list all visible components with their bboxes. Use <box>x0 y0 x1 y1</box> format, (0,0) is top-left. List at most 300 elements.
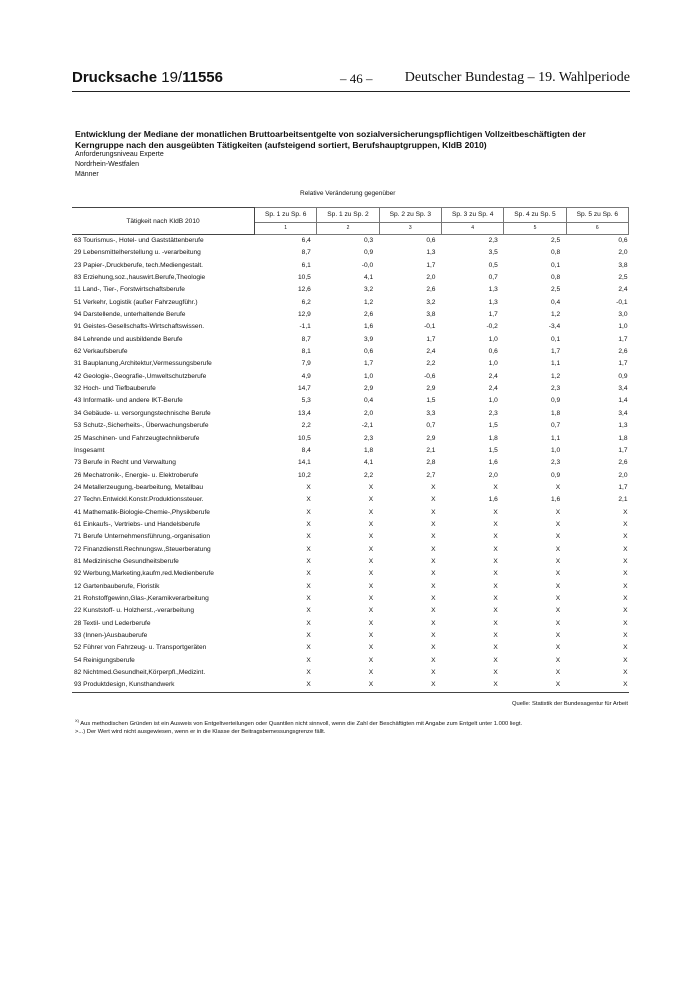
cell-value: 1,0 <box>488 335 498 343</box>
cell-value: -0,1 <box>616 298 628 306</box>
cell-value: X <box>306 681 311 689</box>
table-row <box>72 433 629 445</box>
cell-value: X <box>306 545 311 553</box>
row-label: 11 Land-, Tier-, Forstwirtschaftsberufe <box>74 286 185 294</box>
cell-value: 1,8 <box>618 434 628 442</box>
cell-value: X <box>555 594 561 602</box>
cell-value: X <box>306 582 311 590</box>
table-row <box>72 568 629 580</box>
cell-value: X <box>368 508 374 516</box>
table-row <box>72 667 629 679</box>
cell-value: 1,0 <box>488 360 498 368</box>
cell-value: X <box>368 557 374 565</box>
table-row <box>72 334 629 346</box>
column-number: 3 <box>379 222 441 234</box>
group-header: Relative Veränderung gegenüber <box>300 190 396 197</box>
table-row <box>72 383 629 395</box>
cell-value: X <box>431 594 436 602</box>
cell-value: X <box>493 669 498 677</box>
cell-value: X <box>623 619 628 627</box>
table-row <box>72 284 629 296</box>
cell-value: X <box>368 669 374 677</box>
cell-value: 0,8 <box>550 249 561 257</box>
cell-value: X <box>431 483 436 491</box>
cell-value: 1,7 <box>363 360 374 368</box>
cell-value: X <box>555 632 561 639</box>
cell-value: X <box>555 582 561 590</box>
table-row <box>72 247 629 259</box>
cell-value: 7,9 <box>301 360 311 368</box>
cell-value: X <box>493 644 498 652</box>
column-header: Sp. 5 zu Sp. 6 <box>566 208 628 223</box>
cell-value: 14,1 <box>297 459 311 467</box>
cell-value: 0,9 <box>618 372 628 380</box>
cell-value: 10,2 <box>297 471 311 479</box>
cell-value: X <box>368 607 374 615</box>
row-label: 29 Lebensmittelherstellung u. -verarbeitung <box>74 249 201 257</box>
cell-value: X <box>306 632 311 639</box>
cell-value: 2,3 <box>550 459 561 467</box>
cell-value: 2,4 <box>488 385 498 393</box>
cell-value: 1,1 <box>550 360 561 368</box>
cell-value: 0,6 <box>426 237 436 244</box>
cell-value: X <box>431 533 436 541</box>
cell-value: X <box>431 570 436 578</box>
row-label: 73 Berufe in Recht und Verwaltung <box>74 459 176 467</box>
cell-value: X <box>368 681 374 689</box>
cell-value: X <box>306 656 311 664</box>
cell-value: 0,1 <box>550 335 561 343</box>
row-label: 23 Papier-,Druckberufe, tech.Mediengestalt. <box>74 261 204 269</box>
cell-value: X <box>306 669 311 677</box>
cell-value: X <box>555 619 561 627</box>
cell-value: X <box>555 570 561 578</box>
row-label: 93 Produktdesign, Kunsthandwerk <box>74 681 175 689</box>
cell-value: 8,7 <box>301 249 311 257</box>
table-row <box>72 420 629 432</box>
column-header: Sp. 3 zu Sp. 4 <box>441 208 503 223</box>
table-row <box>72 309 629 321</box>
cell-value: X <box>555 669 561 677</box>
cell-value: 2,2 <box>426 360 436 368</box>
cell-value: 1,7 <box>550 348 561 356</box>
cell-value: 2,6 <box>363 311 374 319</box>
cell-value: X <box>368 483 374 491</box>
cell-value: X <box>623 681 628 689</box>
cell-value: X <box>368 570 374 578</box>
row-label: 62 Verkaufsberufe <box>74 348 128 356</box>
document-number: Drucksache 19/11556 <box>72 69 223 86</box>
table-row <box>72 507 629 519</box>
table-row <box>72 272 629 284</box>
row-label: 82 Nichtmed.Gesundheit,Körperpfl.,Medizint. <box>74 669 206 677</box>
cell-value: 1,7 <box>618 446 628 454</box>
cell-value: X <box>493 557 498 565</box>
cell-value: 3,3 <box>426 409 436 417</box>
cell-value: X <box>555 557 561 565</box>
cell-value: X <box>431 669 436 677</box>
cell-value: -3,4 <box>548 323 561 331</box>
cell-value: X <box>431 496 436 504</box>
table-row <box>72 321 629 333</box>
cell-value: 2,0 <box>618 471 628 479</box>
cell-value: 1,0 <box>550 446 561 454</box>
cell-value: 0,4 <box>550 298 561 306</box>
cell-value: 2,6 <box>618 348 628 356</box>
cell-value: X <box>368 619 374 627</box>
cell-value: 2,0 <box>426 274 436 282</box>
cell-value: X <box>493 508 498 516</box>
column-number: 5 <box>504 222 566 234</box>
row-label: 53 Schutz-,Sicherheits-, Überwachungsberufe <box>74 422 209 430</box>
cell-value: 3,9 <box>363 335 374 343</box>
row-label: 81 Medizinische Gesundheitsberufe <box>74 557 179 565</box>
cell-value: 3,2 <box>363 286 374 294</box>
cell-value: 1,6 <box>488 459 498 467</box>
cell-value: 1,3 <box>618 422 628 430</box>
row-label: 34 Gebäude- u. versorgungstechnische Berufe <box>74 409 211 417</box>
cell-value: 2,0 <box>618 249 628 257</box>
cell-value: X <box>431 557 436 565</box>
cell-value: X <box>368 533 374 541</box>
cell-value: X <box>623 545 628 553</box>
cell-value: X <box>306 607 311 615</box>
table-row <box>72 605 629 617</box>
cell-value: 8,7 <box>301 335 311 343</box>
cell-value: 1,0 <box>618 323 628 331</box>
cell-value: X <box>431 619 436 627</box>
cell-value: 3,0 <box>618 311 628 319</box>
cell-value: 1,2 <box>363 298 374 306</box>
category-header: Tätigkeit nach KldB 2010 <box>72 208 255 235</box>
table-row <box>72 494 629 506</box>
cell-value: 1,0 <box>488 397 498 405</box>
cell-value: X <box>368 644 374 652</box>
table-title: Entwicklung der Mediane der monatlichen Bruttoarbeitsentgelte von sozialversicherungspflichtigen Vollzeitbeschäftigten der Kerngruppe nach den ausgeübten Tätigkeiten (aufsteigend sortiert, Berufshauptgruppen, KldB 2010) <box>75 129 586 150</box>
cell-value: 1,6 <box>488 496 498 504</box>
row-label: 33 (Innen-)Ausbauberufe <box>74 632 148 639</box>
table-row <box>72 235 629 248</box>
cell-value: X <box>555 520 561 528</box>
row-label: 28 Textil- und Lederberufe <box>74 619 151 627</box>
cell-value: X <box>306 533 311 541</box>
cell-value: X <box>623 570 628 578</box>
cell-value: 0,7 <box>488 274 498 282</box>
column-number: 1 <box>255 222 317 234</box>
row-label: 26 Mechatronik-, Energie- u. Elektroberufe <box>74 471 199 479</box>
cell-value: X <box>623 669 628 677</box>
cell-value: X <box>623 533 628 541</box>
cell-value: 6,2 <box>301 298 311 306</box>
subtitle-region: Nordrhein-Westfalen <box>75 161 140 168</box>
column-header: Sp. 4 zu Sp. 5 <box>504 208 566 223</box>
cell-value: 0,7 <box>550 422 561 430</box>
cell-value: 0,1 <box>550 261 561 269</box>
cell-value: X <box>306 619 311 627</box>
cell-value: X <box>368 545 374 553</box>
cell-value: X <box>368 496 374 504</box>
cell-value: X <box>623 594 628 602</box>
column-header: Sp. 1 zu Sp. 6 <box>255 208 317 223</box>
cell-value: 4,1 <box>363 459 374 467</box>
column-number: 4 <box>441 222 503 234</box>
cell-value: X <box>431 508 436 516</box>
cell-value: 1,4 <box>618 397 628 405</box>
cell-value: 14,7 <box>297 385 311 393</box>
row-label: 71 Berufe Unternehmensführung,-organisation <box>74 533 210 541</box>
table-row <box>72 445 629 457</box>
cell-value: 2,3 <box>488 237 498 244</box>
row-label: 91 Geistes-Gesellschafts-Wirtschaftswissen. <box>74 323 205 331</box>
cell-value: X <box>555 483 561 491</box>
cell-value: X <box>306 644 311 652</box>
cell-value: 3,8 <box>426 311 436 319</box>
row-label: 43 Informatik- und andere IKT-Berufe <box>74 397 183 405</box>
row-label: 21 Rohstoffgewinn,Glas-,Keramikverarbeitung <box>74 594 209 602</box>
cell-value: 4,9 <box>301 372 311 380</box>
cell-value: X <box>623 557 628 565</box>
column-number: 6 <box>566 222 628 234</box>
cell-value: X <box>306 520 311 528</box>
publisher: Deutscher Bundestag – 19. Wahlperiode <box>404 70 630 85</box>
cell-value: X <box>555 656 561 664</box>
cell-value: X <box>555 644 561 652</box>
cell-value: X <box>493 656 498 664</box>
cell-value: X <box>623 632 628 639</box>
table-row <box>72 346 629 358</box>
row-label: 63 Tourismus-, Hotel- und Gaststättenberufe <box>74 237 204 244</box>
cell-value: 2,2 <box>363 471 374 479</box>
cell-value: X <box>623 656 628 664</box>
cell-value: 1,7 <box>488 311 498 319</box>
cell-value: 3,8 <box>618 261 628 269</box>
cell-value: 1,5 <box>488 446 498 454</box>
cell-value: X <box>493 520 498 528</box>
cell-value: 2,4 <box>426 348 436 356</box>
cell-value: 0,6 <box>488 348 498 356</box>
table-row <box>72 519 629 531</box>
cell-value: X <box>493 632 498 639</box>
cell-value: 0,7 <box>426 422 436 430</box>
cell-value: 0,9 <box>363 249 374 257</box>
cell-value: 3,2 <box>426 298 436 306</box>
cell-value: X <box>306 496 311 504</box>
column-number: 2 <box>317 222 379 234</box>
cell-value: X <box>493 582 498 590</box>
table-row <box>72 260 629 272</box>
cell-value: -0,6 <box>424 372 436 380</box>
table-row <box>72 544 629 556</box>
cell-value: 6,4 <box>301 237 311 244</box>
cell-value: 3,4 <box>618 385 628 393</box>
cell-value: 2,0 <box>488 471 498 479</box>
cell-value: X <box>368 656 374 664</box>
column-header: Sp. 2 zu Sp. 3 <box>379 208 441 223</box>
cell-value: 0,6 <box>363 348 374 356</box>
table-row <box>72 408 629 420</box>
row-label: 61 Einkaufs-, Vertriebs- und Handelsberufe <box>74 520 201 528</box>
page-header <box>72 69 630 92</box>
cell-value: X <box>306 557 311 565</box>
cell-value: X <box>493 545 498 553</box>
table-row <box>72 593 629 605</box>
cell-value: X <box>623 644 628 652</box>
cell-value: X <box>623 582 628 590</box>
row-label: 92 Werbung,Marketing,kaufm,red.Medienberufe <box>74 570 214 578</box>
cell-value: 1,5 <box>426 397 436 405</box>
cell-value: 2,2 <box>301 422 311 430</box>
cell-value: 2,0 <box>363 409 374 417</box>
table-row <box>72 470 629 482</box>
cell-value: X <box>623 508 628 516</box>
cell-value: X <box>493 619 498 627</box>
cell-value: 1,2 <box>550 311 561 319</box>
cell-value: 0,5 <box>488 261 498 269</box>
table-row <box>72 457 629 469</box>
cell-value: 6,1 <box>301 261 311 269</box>
cell-value: 8,1 <box>301 348 311 356</box>
cell-value: 2,8 <box>426 459 436 467</box>
cell-value: X <box>555 533 561 541</box>
cell-value: X <box>306 508 311 516</box>
cell-value: X <box>306 483 311 491</box>
cell-value: X <box>431 582 436 590</box>
cell-value: 1,0 <box>363 372 374 380</box>
row-label: 83 Erziehung,soz.,hauswirt.Berufe,Theologie <box>74 274 206 282</box>
cell-value: 0,4 <box>363 397 374 405</box>
table-row <box>72 358 629 370</box>
table-row <box>72 395 629 407</box>
data-table <box>72 207 629 693</box>
cell-value: X <box>431 644 436 652</box>
cell-value: 0,9 <box>550 471 561 479</box>
cell-value: X <box>555 545 561 553</box>
cell-value: X <box>623 607 628 615</box>
cell-value: 2,3 <box>363 434 374 442</box>
row-label: 32 Hoch- und Tiefbauberufe <box>74 385 156 393</box>
cell-value: 0,9 <box>550 397 561 405</box>
row-label: 72 Finanzdienstl.Rechnungsw.,Steuerberatung <box>74 545 211 553</box>
cell-value: X <box>431 681 436 689</box>
table-row <box>72 482 629 494</box>
cell-value: 2,4 <box>618 286 628 294</box>
row-label: 41 Mathematik-Biologie-Chemie-,Physikberufe <box>74 508 210 516</box>
cell-value: X <box>431 545 436 553</box>
subtitle-gender: Männer <box>75 171 99 178</box>
row-label: 52 Führer von Fahrzeug- u. Transportgeräten <box>74 644 207 652</box>
cell-value: 1,2 <box>550 372 561 380</box>
column-header: Sp. 1 zu Sp. 2 <box>317 208 379 223</box>
row-label: 12 Gartenbauberufe, Floristik <box>74 582 160 590</box>
cell-value: X <box>306 570 311 578</box>
cell-value: X <box>623 520 628 528</box>
row-label: 31 Bauplanung,Architektur,Vermessungsberufe <box>74 360 212 368</box>
cell-value: X <box>493 483 498 491</box>
cell-value: X <box>368 520 374 528</box>
cell-value: 2,5 <box>550 237 561 244</box>
footnote-1: $^{X)}$ Aus methodischen Gründen ist ein Ausweis von Entgeltverteilungen oder Quantilen nicht sinnvoll, wenn die Zahl der Beschäftigten mit Angabe zum Entgelt unter 1.000 liegt. <box>75 718 523 727</box>
cell-value: 1,8 <box>363 446 374 454</box>
cell-value: 2,9 <box>363 385 374 393</box>
cell-value: X <box>555 508 561 516</box>
cell-value: 2,5 <box>550 286 561 294</box>
cell-value: 3,5 <box>488 249 498 257</box>
cell-value: 12,9 <box>297 311 311 319</box>
cell-value: -1,1 <box>299 323 311 331</box>
cell-value: 1,6 <box>550 496 561 504</box>
cell-value: 1,7 <box>618 483 628 491</box>
cell-value: 1,5 <box>488 422 498 430</box>
row-label: 54 Reinigungsberufe <box>74 656 135 664</box>
row-label: Insgesamt <box>74 446 105 454</box>
row-label: 22 Kunststoff- u. Holzherst.,-verarbeitung <box>74 607 195 615</box>
cell-value: 1,7 <box>426 261 436 269</box>
cell-value: 2,4 <box>488 372 498 380</box>
cell-value: 1,6 <box>363 323 374 331</box>
table-row <box>72 630 629 642</box>
table-row <box>72 297 629 309</box>
cell-value: 2,1 <box>618 496 628 504</box>
cell-value: X <box>431 520 436 528</box>
cell-value: 0,6 <box>618 237 628 244</box>
cell-value: X <box>555 681 561 689</box>
row-label: 42 Geologie-,Geografie-,Umweltschutzberufe <box>74 372 207 380</box>
cell-value: 1,7 <box>618 335 628 343</box>
table-row <box>72 642 629 654</box>
cell-value: 8,4 <box>301 446 311 454</box>
cell-value: 2,7 <box>426 471 436 479</box>
table-row <box>72 531 629 543</box>
cell-value: 1,1 <box>550 434 561 442</box>
cell-value: X <box>431 656 436 664</box>
cell-value: X <box>306 594 311 602</box>
cell-value: X <box>368 582 374 590</box>
table-row <box>72 618 629 630</box>
cell-value: 10,5 <box>297 434 311 442</box>
cell-value: 3,4 <box>618 409 628 417</box>
table-row <box>72 679 629 692</box>
cell-value: 2,1 <box>426 446 436 454</box>
cell-value: 2,3 <box>550 385 561 393</box>
cell-value: 1,3 <box>488 298 498 306</box>
cell-value: 2,6 <box>618 459 628 467</box>
cell-value: 1,8 <box>550 409 561 417</box>
row-label: 25 Maschinen- und Fahrzeugtechnikberufe <box>74 434 200 442</box>
row-label: 27 Techn.Entwickl.Konstr.Produktionssteuer. <box>74 496 204 504</box>
subtitle-level: Anforderungsniveau Experte <box>75 151 164 158</box>
row-label: 24 Metallerzeugung,-bearbeitung, Metallbau <box>74 483 204 491</box>
footnote-2: >...) Der Wert wird nicht ausgewiesen, wenn er in die Klasse der Beitragsbemessungsgrenze fällt. <box>75 729 326 735</box>
cell-value: X <box>431 607 436 615</box>
table-row <box>72 655 629 667</box>
cell-value: 12,6 <box>297 286 311 294</box>
cell-value: X <box>431 632 436 639</box>
table-row <box>72 371 629 383</box>
table-row <box>72 556 629 568</box>
cell-value: 2,9 <box>426 434 436 442</box>
cell-value: -0,0 <box>361 261 374 269</box>
cell-value: X <box>368 632 374 639</box>
cell-value: 1,3 <box>488 286 498 294</box>
row-label: 94 Darstellende, unterhaltende Berufe <box>74 311 186 319</box>
cell-value: 5,3 <box>301 397 311 405</box>
cell-value: -0,2 <box>486 323 498 331</box>
cell-value: X <box>493 681 498 689</box>
row-label: 51 Verkehr, Logistik (außer Fahrzeugführ.) <box>74 298 198 306</box>
cell-value: 1,3 <box>426 249 436 257</box>
cell-value: 1,7 <box>618 360 628 368</box>
cell-value: 10,5 <box>297 274 311 282</box>
